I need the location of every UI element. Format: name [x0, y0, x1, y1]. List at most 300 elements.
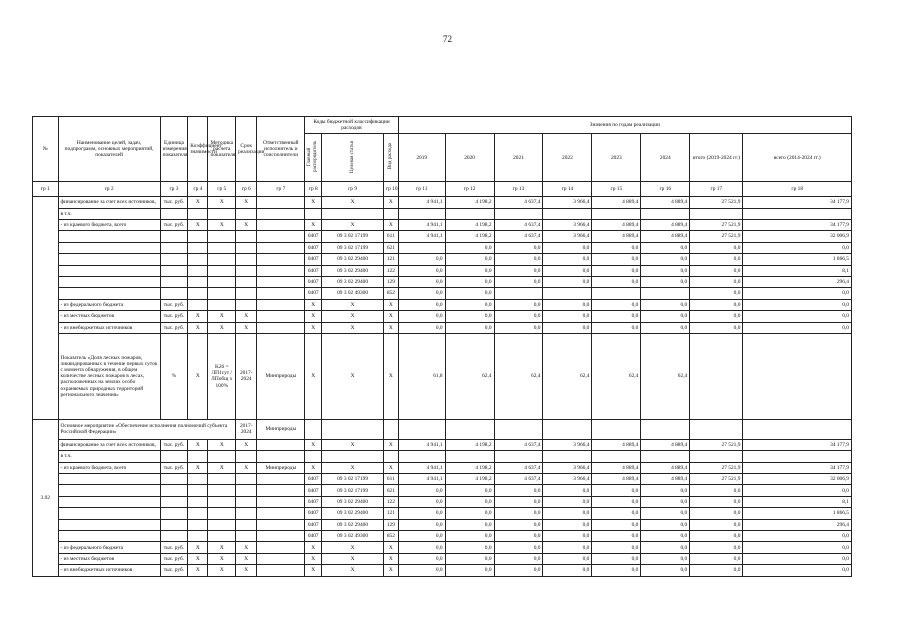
row-value: 4 637,4: [494, 462, 543, 473]
row-code-cs: [322, 208, 384, 219]
row-value: [592, 288, 641, 299]
row-code-vr: 129: [383, 276, 398, 287]
row-coef: [188, 208, 208, 219]
row-coef: [188, 451, 208, 462]
row-code-vr: 852: [383, 288, 398, 299]
row-code-gr: X: [305, 542, 322, 553]
row-name: - из краевого бюджета, всего: [58, 219, 160, 230]
row-value: 0,0: [445, 254, 494, 265]
row-term: [236, 265, 257, 276]
header-code-cs: Целевая статья: [322, 134, 384, 182]
row-method: X: [208, 197, 236, 208]
table-row: [33, 299, 852, 310]
header-budget-codes: Коды бюджетной классификации расходов: [305, 117, 399, 134]
row-total-2019-2024: 0,0: [690, 311, 743, 322]
row-value: 4 889,4: [641, 462, 690, 473]
row-total-2014-2024: [743, 208, 852, 219]
row-total-2014-2024: 1 866,5: [743, 254, 852, 265]
row-value: 0,0: [398, 322, 445, 333]
row-method: [208, 508, 236, 519]
row-value: 0,0: [641, 553, 690, 564]
row-total-2019-2024: 0,0: [690, 553, 743, 564]
row-value: 0,0: [445, 311, 494, 322]
indicator-coef: X: [188, 333, 208, 419]
event-empty-cell: [690, 419, 743, 439]
row-value: 0,0: [543, 565, 592, 576]
row-unit: [160, 451, 188, 462]
row-value: 0,0: [592, 553, 641, 564]
row-total-2019-2024: 0,0: [690, 299, 743, 310]
row-responsible: [257, 197, 305, 208]
row-value: 0,0: [445, 565, 494, 576]
row-responsible: [257, 208, 305, 219]
row-code-gr: 0407: [305, 485, 322, 496]
row-unit: тыс. руб.: [160, 542, 188, 553]
row-value: [494, 288, 543, 299]
row-code-vr: 621: [383, 485, 398, 496]
row-method: X: [208, 311, 236, 322]
row-coef: X: [188, 553, 208, 564]
row-code-vr: [383, 208, 398, 219]
row-code-gr: [305, 208, 322, 219]
row-coef: X: [188, 219, 208, 230]
row-code-vr: 121: [383, 508, 398, 519]
row-code-cs: 09 3 02 29400: [322, 254, 384, 265]
row-code-gr: 0407: [305, 519, 322, 530]
row-code-gr: 0407: [305, 474, 322, 485]
row-code-gr: X: [305, 299, 322, 310]
row-total-2019-2024: 0,0: [690, 322, 743, 333]
table-row: [33, 265, 852, 276]
row-value: 4 889,4: [641, 231, 690, 242]
row-name: [58, 254, 160, 265]
row-value: 0,0: [543, 311, 592, 322]
row-total-2014-2024: 34 177,9: [743, 219, 852, 230]
row-method: [208, 242, 236, 253]
row-total-2014-2024: 0,0: [743, 322, 852, 333]
column-number: гр 9: [322, 182, 384, 197]
row-value: 0,0: [445, 519, 494, 530]
row-total-2019-2024: 27 521,9: [690, 197, 743, 208]
row-unit: тыс. руб.: [160, 322, 188, 333]
row-total-2019-2024: 0,0: [690, 542, 743, 553]
header-total-2019-2024: итого (2019-2024 гг.): [690, 134, 743, 182]
row-value: 0,0: [445, 553, 494, 564]
row-total-2014-2024: 1 866,5: [743, 508, 852, 519]
header-code-gr: Главный распорядитель: [305, 134, 322, 182]
row-value: 0,0: [543, 242, 592, 253]
row-code-gr: 0407: [305, 276, 322, 287]
row-coef: [188, 265, 208, 276]
row-name: - из федерального бюджета: [58, 542, 160, 553]
indicator-responsible: Минприроды: [257, 333, 305, 419]
indicator-code-vr: X: [383, 333, 398, 419]
row-value: 0,0: [398, 265, 445, 276]
row-value: 0,0: [494, 265, 543, 276]
row-value: 0,0: [398, 288, 445, 299]
row-value: 0,0: [445, 242, 494, 253]
row-value: 0,0: [398, 508, 445, 519]
row-code-cs: 09 3 02 49300: [322, 531, 384, 542]
row-total-2019-2024: 0,0: [690, 485, 743, 496]
row-unit: [160, 496, 188, 507]
indicator-code-cs: X: [322, 333, 384, 419]
row-unit: [160, 519, 188, 530]
row-unit: [160, 254, 188, 265]
row-responsible: [257, 553, 305, 564]
row-method: X: [208, 322, 236, 333]
row-value: 0,0: [445, 265, 494, 276]
row-value: [543, 451, 592, 462]
row-value: 4 889,4: [641, 439, 690, 450]
row-name: [58, 519, 160, 530]
row-unit: тыс. руб.: [160, 197, 188, 208]
row-method: [208, 474, 236, 485]
table-row: [33, 311, 852, 322]
row-name: финансирование за счет всех источников,: [58, 197, 160, 208]
row-unit: тыс. руб.: [160, 565, 188, 576]
row-responsible: Минприроды: [257, 462, 305, 473]
row-code-vr: X: [383, 219, 398, 230]
row-term: [236, 242, 257, 253]
row-code-vr: X: [383, 439, 398, 450]
row-value: 0,0: [641, 519, 690, 530]
row-code-gr: X: [305, 311, 322, 322]
row-code-gr: X: [305, 439, 322, 450]
row-name: - из местных бюджетов: [58, 553, 160, 564]
row-value: 0,0: [592, 276, 641, 287]
row-name: финансирование за счет всех источников,: [58, 439, 160, 450]
event-empty-cell: [543, 419, 592, 439]
row-coef: X: [188, 439, 208, 450]
row-name: - из федерального бюджета: [58, 299, 160, 310]
row-value: 4 889,4: [641, 197, 690, 208]
row-method: X: [208, 565, 236, 576]
row-name: - из внебюджетных источников: [58, 322, 160, 333]
row-term: [236, 254, 257, 265]
row-value: 0,0: [494, 242, 543, 253]
row-term: X: [236, 553, 257, 564]
row-coef: [188, 496, 208, 507]
row-total-2019-2024: [690, 451, 743, 462]
row-term: [236, 496, 257, 507]
row-coef: [188, 508, 208, 519]
row-value: 4 198,2: [445, 462, 494, 473]
row-value: 0,0: [494, 519, 543, 530]
row-value: 0,0: [445, 508, 494, 519]
indicator-value: 62,4: [641, 333, 690, 419]
row-unit: [160, 231, 188, 242]
row-value: 0,0: [641, 322, 690, 333]
table-row: [33, 565, 852, 576]
row-total-2014-2024: 0,0: [743, 242, 852, 253]
event-empty-cell: [494, 419, 543, 439]
row-total-2019-2024: 27 521,9: [690, 219, 743, 230]
column-number: гр 3: [160, 182, 188, 197]
row-value: 4 889,4: [592, 219, 641, 230]
header-method: Методика расчета показателя: [208, 117, 236, 182]
row-total-2014-2024: 0,0: [743, 542, 852, 553]
row-value: 4 889,4: [592, 462, 641, 473]
row-total-2019-2024: 0,0: [690, 265, 743, 276]
table-row: [33, 439, 852, 450]
row-value: 0,0: [543, 542, 592, 553]
row-method: [208, 208, 236, 219]
header-year-2019: 2019: [398, 134, 445, 182]
row-value: 0,0: [592, 565, 641, 576]
row-value: 4 198,2: [445, 474, 494, 485]
row-value: 0,0: [398, 565, 445, 576]
indicator-value: 62,4: [543, 333, 592, 419]
row-value: 0,0: [494, 254, 543, 265]
row-code-vr: X: [383, 542, 398, 553]
header-coef: Коэффициент значимости: [188, 117, 208, 182]
row-term: X: [236, 322, 257, 333]
row-unit: [160, 208, 188, 219]
method-line: ЛПобщ x: [211, 376, 233, 383]
row-total-2014-2024: 0,0: [743, 485, 852, 496]
row-value: 0,0: [398, 542, 445, 553]
row-responsible: [257, 485, 305, 496]
row-coef: [188, 519, 208, 530]
indicator-value: 62,4: [494, 333, 543, 419]
row-value: 0,0: [592, 265, 641, 276]
row-term: [236, 519, 257, 530]
row-method: X: [208, 542, 236, 553]
row-value: 4 941,1: [398, 197, 445, 208]
row-code-vr: 621: [383, 242, 398, 253]
table-row: [33, 462, 852, 473]
row-total-2014-2024: 8,1: [743, 265, 852, 276]
row-code-cs: 09 3 02 29400: [322, 519, 384, 530]
row-total-2019-2024: 0,0: [690, 242, 743, 253]
row-unit: [160, 242, 188, 253]
row-value: [543, 288, 592, 299]
event-term: 2017-2024: [236, 419, 257, 439]
row-code-gr: 0407: [305, 265, 322, 276]
table-row: [33, 451, 852, 462]
row-unit: [160, 485, 188, 496]
table-row: [33, 531, 852, 542]
row-value: 0,0: [592, 531, 641, 542]
row-value: 4 637,4: [494, 219, 543, 230]
row-value: 4 941,1: [398, 219, 445, 230]
event-row: [33, 419, 852, 439]
row-total-2019-2024: 27 521,9: [690, 231, 743, 242]
column-number: гр 15: [592, 182, 641, 197]
row-value: 0,0: [543, 508, 592, 519]
row-unit: тыс. руб.: [160, 462, 188, 473]
indicator-row: [33, 333, 852, 419]
row-value: 4 637,4: [494, 439, 543, 450]
method-line: K26 =: [214, 363, 229, 370]
row-unit: [160, 288, 188, 299]
row-value: 4 941,1: [398, 231, 445, 242]
row-method: [208, 299, 236, 310]
row-code-vr: X: [383, 565, 398, 576]
row-value: 0,0: [494, 311, 543, 322]
header-name: Наименование целей, задач, подпрограмм, основных мероприятий, показателей: [58, 117, 160, 182]
row-value: 0,0: [494, 531, 543, 542]
row-value: [398, 451, 445, 462]
indicator-value: 62,4: [445, 333, 494, 419]
row-term: X: [236, 439, 257, 450]
row-code-cs: X: [322, 565, 384, 576]
row-value: 0,0: [398, 311, 445, 322]
row-coef: X: [188, 311, 208, 322]
row-total-2014-2024: [743, 451, 852, 462]
row-total-2019-2024: 27 521,9: [690, 439, 743, 450]
row-method: [208, 288, 236, 299]
row-code-cs: 09 3 02 29400: [322, 508, 384, 519]
column-number: гр 6: [236, 182, 257, 197]
row-value: 4 941,1: [398, 439, 445, 450]
row-coef: [188, 531, 208, 542]
row-value: 3 966,4: [543, 219, 592, 230]
row-responsible: [257, 231, 305, 242]
row-responsible: [257, 439, 305, 450]
row-term: [236, 485, 257, 496]
row-method: X: [208, 219, 236, 230]
row-coef: [188, 288, 208, 299]
row-coef: [188, 485, 208, 496]
row-code-cs: [322, 451, 384, 462]
column-number-row: [33, 182, 852, 197]
row-value: 0,0: [494, 496, 543, 507]
row-code-gr: 0407: [305, 231, 322, 242]
row-total-2019-2024: 0,0: [690, 519, 743, 530]
header-year-2023: 2023: [592, 134, 641, 182]
row-value: [398, 242, 445, 253]
row-code-gr: 0407: [305, 496, 322, 507]
row-responsible: [257, 265, 305, 276]
row-code-cs: 09 3 02 17199: [322, 485, 384, 496]
row-unit: тыс. руб.: [160, 219, 188, 230]
row-value: 0,0: [445, 542, 494, 553]
row-value: 0,0: [543, 553, 592, 564]
row-total-2014-2024: 0,0: [743, 531, 852, 542]
column-number: гр 5: [208, 182, 236, 197]
table-row: [33, 553, 852, 564]
column-number: гр 16: [641, 182, 690, 197]
row-code-gr: X: [305, 565, 322, 576]
indicator-total-empty: [690, 333, 743, 419]
header-code-vr: Вид расхода: [383, 134, 398, 182]
row-code-gr: X: [305, 553, 322, 564]
method-line: ЛП1сут /: [211, 370, 232, 377]
table-row: [33, 197, 852, 208]
row-value: [641, 288, 690, 299]
event-empty-cell: [743, 419, 852, 439]
row-value: [445, 451, 494, 462]
row-responsible: [257, 219, 305, 230]
row-value: 0,0: [543, 265, 592, 276]
row-value: 0,0: [398, 553, 445, 564]
row-code-gr: 0407: [305, 531, 322, 542]
row-value: 0,0: [398, 254, 445, 265]
row-value: 0,0: [641, 496, 690, 507]
row-responsible: [257, 519, 305, 530]
row-total-2019-2024: 27 521,9: [690, 474, 743, 485]
indicator-value: 62,4: [592, 333, 641, 419]
row-total-2014-2024: 296,4: [743, 276, 852, 287]
row-value: 0,0: [641, 485, 690, 496]
row-total-2019-2024: 0,0: [690, 254, 743, 265]
row-code-cs: X: [322, 197, 384, 208]
row-code-vr: X: [383, 462, 398, 473]
row-number: [33, 197, 59, 420]
row-value: 0,0: [543, 485, 592, 496]
row-value: 4 889,4: [641, 474, 690, 485]
row-coef: [188, 231, 208, 242]
row-name: [58, 485, 160, 496]
row-code-cs: 09 3 02 17199: [322, 474, 384, 485]
table-row: [33, 231, 852, 242]
row-value: 4 198,2: [445, 197, 494, 208]
row-name: [58, 288, 160, 299]
row-total-2019-2024: 0,0: [690, 531, 743, 542]
row-code-cs: X: [322, 439, 384, 450]
header-year-2020: 2020: [445, 134, 494, 182]
row-value: 0,0: [494, 565, 543, 576]
row-code-cs: X: [322, 553, 384, 564]
row-method: [208, 519, 236, 530]
row-code-cs: X: [322, 299, 384, 310]
row-code-vr: X: [383, 299, 398, 310]
event-name: Основное мероприятие «Обеспечение исполнения полномочий субъекта Российской Федерации»: [58, 419, 236, 439]
row-unit: [160, 508, 188, 519]
row-name: - из внебюджетных источников: [58, 565, 160, 576]
row-total-2014-2024: 0,0: [743, 311, 852, 322]
row-total-2014-2024: 32 006,9: [743, 474, 852, 485]
event-empty-cell: [445, 419, 494, 439]
row-value: 0,0: [494, 553, 543, 564]
indicator-code-gr: X: [305, 333, 322, 419]
row-value: 3 966,4: [543, 474, 592, 485]
row-value: 0,0: [398, 276, 445, 287]
row-code-vr: 122: [383, 265, 398, 276]
row-coef: X: [188, 542, 208, 553]
row-term: [236, 474, 257, 485]
row-code-vr: [383, 451, 398, 462]
row-value: 0,0: [641, 542, 690, 553]
column-number: гр 4: [188, 182, 208, 197]
row-code-vr: 129: [383, 519, 398, 530]
header-term: Срок реализации: [236, 117, 257, 182]
row-name: - из краевого бюджета, всего: [58, 462, 160, 473]
row-term: X: [236, 462, 257, 473]
table-row: [33, 542, 852, 553]
header-no: №: [33, 117, 59, 182]
column-number: гр 10: [383, 182, 398, 197]
row-value: 4 889,4: [592, 231, 641, 242]
row-value: 0,0: [641, 565, 690, 576]
column-number: гр 2: [58, 182, 160, 197]
row-value: 0,0: [494, 508, 543, 519]
row-unit: [160, 531, 188, 542]
row-term: [236, 299, 257, 310]
row-term: [236, 276, 257, 287]
row-value: 0,0: [494, 485, 543, 496]
row-value: 4 198,2: [445, 439, 494, 450]
row-name: [58, 231, 160, 242]
row-coef: X: [188, 197, 208, 208]
row-responsible: [257, 542, 305, 553]
row-code-cs: 09 3 02 17199: [322, 242, 384, 253]
row-value: 0,0: [543, 299, 592, 310]
column-number: гр 7: [257, 182, 305, 197]
event-empty-cell: [641, 419, 690, 439]
